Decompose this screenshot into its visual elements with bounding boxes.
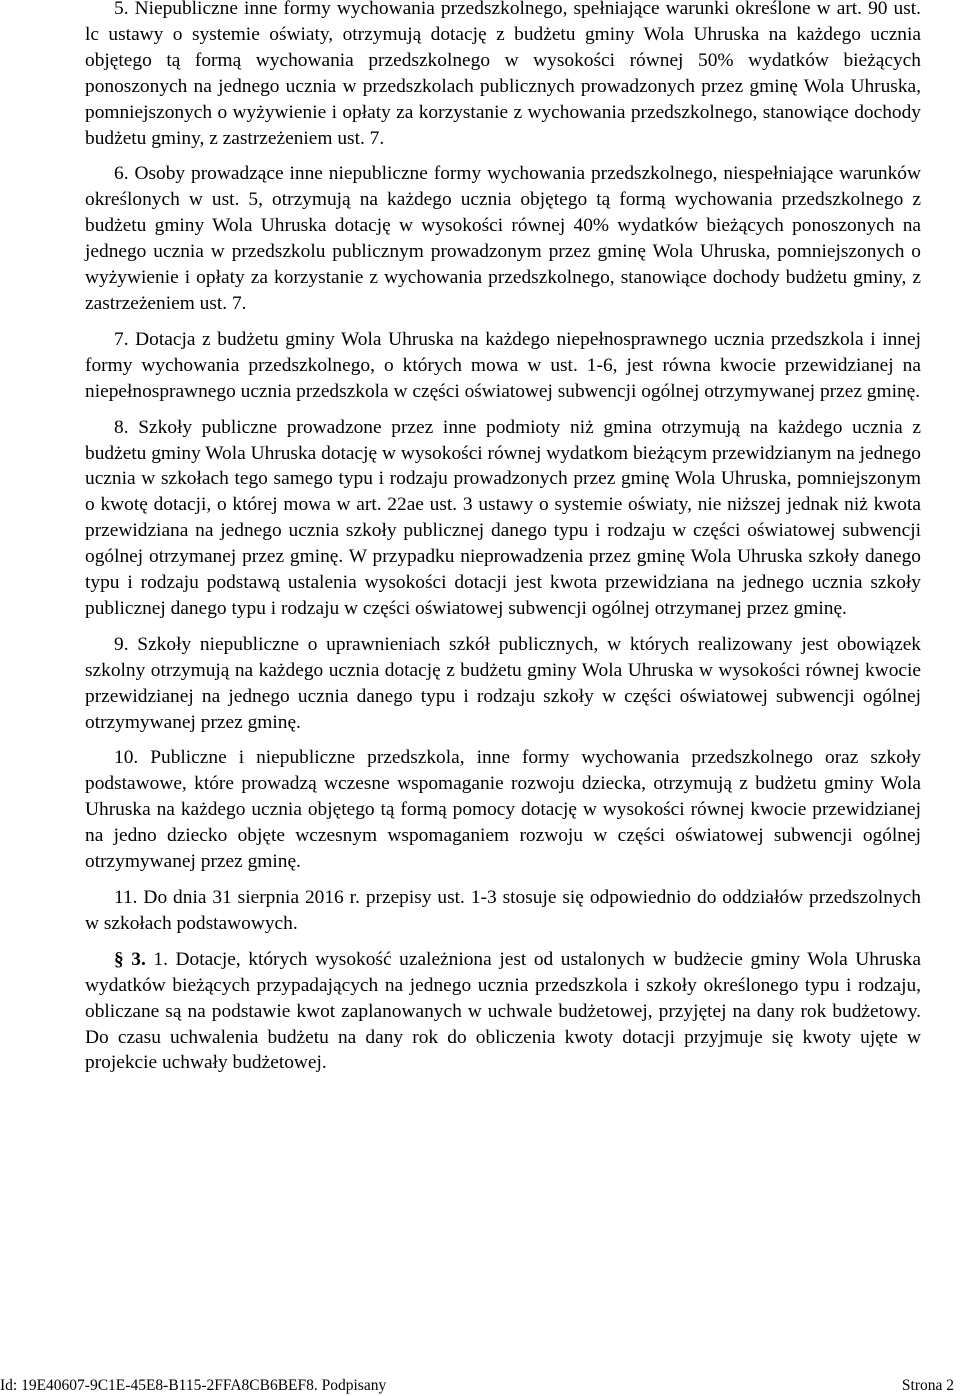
section-3-text: 1. Dotacje, których wysokość uzależniona jest od ustalonych w budżecie gminy Wola Uhruska wydatków bieżących przypadających na jednego ucznia przedszkola i szkoły określonego typu i rodzaju, obliczane są na podstawie kwot zaplanowanych w uchwale budżetowej, przyjętej na dany rok budżetowy. Do czasu uchwalenia budżetu na dany rok do obliczenia kwoty dotacji przyjmuje się kwoty ujęte w projekcie uchwały budżetowej. — [85, 948, 921, 1074]
paragraph-9: 9. Szkoły niepubliczne o uprawnieniach szkół publicznych, w których realizowany jest obowiązek szkolny otrzymują na każdego ucznia dotację z budżetu gminy Wola Uhruska w wysokości równej kwocie przewidzianej na jednego ucznia danego typu i rodzaju szkoły w części oświatowej subwencji ogólnej otrzymywanej przez gminę. — [85, 633, 921, 733]
paragraph-6: 6. Osoby prowadzące inne niepubliczne formy wychowania przedszkolnego, niespełniające warunków określonych w ust. 5, otrzymują na każdego ucznia objętego tą formą wychowania przedszkolnego z budżetu gminy Wola Uhruska dotację w wysokości równej 40% wydatków bieżących ponoszonych na jednego ucznia w przedszkolu publicznym prowadzonym przez gminę Wola Uhruska, pomniejszonych o wyżywienie i opłaty za korzystanie z wychowania przedszkolnego, stanowiące dochody budżetu gminy, z zastrzeżeniem ust. 7. — [85, 163, 921, 314]
page-footer — [0, 1377, 954, 1395]
page-number: Strona 2 — [901, 1377, 954, 1394]
section-3-lead: § 3. — [114, 948, 146, 970]
paragraph-10: 10. Publiczne i niepubliczne przedszkola, inne formy wychowania przedszkolnego oraz szkoły podstawowe, które prowadzą wczesne wspomaganie rozwoju dziecka, otrzymują z budżetu gminy Wola Uhruska na każdego ucznia objętego tą formą pomocy dotację w wysokości równej kwocie przewidzianej na jedno dziecko objęte wczesnym wspomaganiem rozwoju w części oświatowej subwencji ogólnej otrzymywanej przez gminę. — [85, 747, 921, 873]
paragraph-5: 5. Niepubliczne inne formy wychowania przedszkolnego, spełniające warunki określone w art. 90 ust. lc ustawy o systemie oświaty, otrzymują dotację z budżetu gminy Wola Uhruska na każdego ucznia objętego tą formą wychowania przedszkolnego w wysokości równej 50% wydatków bieżących ponoszonych na jednego ucznia w przedszkolach publicznych prowadzonych przez gminę Wola Uhruska, pomniejszonych o wyżywienie i opłaty za korzystanie z wychowania przedszkolnego, stanowiące dochody budżetu gminy, z zastrzeżeniem ust. 7. — [85, 0, 921, 149]
paragraph-7: 7. Dotacja z budżetu gminy Wola Uhruska na każdego niepełnosprawnego ucznia przedszkola i innej formy wychowania przedszkolnego, o których mowa w ust. 1-6, jest równa kwocie przewidzianej na niepełnosprawnego ucznia przedszkola w części oświatowej subwencji ogólnej otrzymywanej przez gminę. — [85, 328, 921, 402]
section-3-paragraph — [85, 947, 921, 1077]
document-body — [85, 0, 921, 1086]
document-id-signature: Id: 19E40607-9C1E-45E8-B115-2FFA8CB6BEF8. Podpisany — [0, 1377, 387, 1394]
paragraph-8: 8. Szkoły publiczne prowadzone przez inne podmioty niż gmina otrzymują na każdego ucznia z budżetu gminy Wola Uhruska dotację w wysokości równej wydatkom bieżącym przewidzianym na jednego ucznia w szkołach tego samego typu i rodzaju prowadzonych przez gminę Wola Uhruska, pomniejszonym o kwotę dotacji, o której mowa w art. 22ae ust. 3 ustawy o systemie oświaty, nie niższej jednak niż kwota przewidziana na jednego ucznia szkoły publicznej danego typu i rodzaju w części oświatowej subwencji ogólnej otrzymanej przez gminę. W przypadku nieprowadzenia przez gminę Wola Uhruska szkoły danego typu i rodzaju podstawą ustalenia wysokości dotacji jest kwota przewidziana na jednego ucznia szkoły publicznej danego typu i rodzaju w części oświatowej subwencji ogólnej otrzymanej przez gminę. — [85, 416, 921, 619]
paragraph-11: 11. Do dnia 31 sierpnia 2016 r. przepisy ust. 1-3 stosuje się odpowiednio do oddziałów przedszolnych w szkołach podstawowych. — [85, 887, 921, 934]
